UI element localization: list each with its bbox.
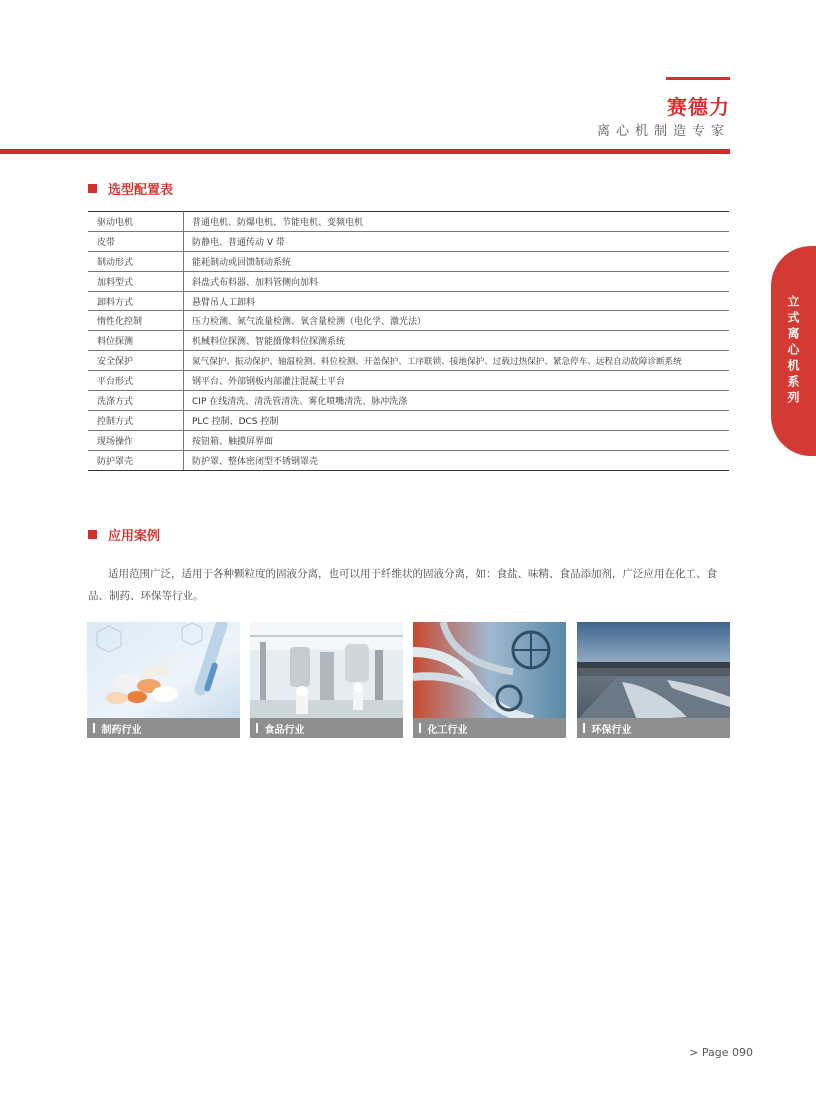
row-label: 现场操作	[88, 430, 184, 450]
row-value: 防静电、普通传动 V 带	[184, 231, 730, 251]
cases-section-heading	[88, 525, 160, 544]
caption-bar-icon	[583, 723, 585, 733]
case-caption	[250, 718, 403, 738]
row-value: 钢平台、外部钢板内部灌注混凝土平台	[184, 371, 730, 391]
row-value: 斜盘式布料器、加料管侧向加料	[184, 271, 730, 291]
section-bullet-icon	[88, 184, 97, 193]
row-label: 驱动电机	[88, 212, 184, 232]
table-row	[88, 251, 729, 271]
case-caption-text: 制药行业	[101, 724, 142, 736]
caption-bar-icon	[419, 723, 421, 733]
case-card-food	[250, 622, 403, 738]
case-caption	[87, 718, 240, 738]
case-caption	[577, 718, 730, 738]
config-section-title: 选型配置表	[108, 183, 174, 198]
row-label: 制动形式	[88, 251, 184, 271]
chemical-pipes-photo	[413, 622, 566, 720]
cases-section-title: 应用案例	[108, 529, 161, 544]
case-caption	[413, 718, 566, 738]
header-rule	[0, 149, 730, 154]
row-label: 控制方式	[88, 410, 184, 430]
row-value: 按钮箱、触摸屏界面	[184, 430, 730, 450]
row-value: 机械料位探测、智能摄像料位探测系统	[184, 331, 730, 351]
brand-accent-line	[666, 77, 730, 80]
section-bullet-icon	[88, 530, 97, 539]
pharmaceutical-pills-photo	[87, 622, 240, 720]
row-label: 安全保护	[88, 351, 184, 371]
brand-name: 赛德力	[667, 95, 730, 119]
case-caption-text: 食品行业	[264, 724, 305, 736]
case-caption-text: 环保行业	[591, 724, 632, 736]
row-value: 悬臂吊人工卸料	[184, 291, 730, 311]
caption-bar-icon	[256, 723, 258, 733]
table-row	[88, 410, 729, 430]
side-category-tab	[771, 246, 816, 456]
row-value: 压力检测、氮气流量检测、氧含量检测（电化学、激光法）	[184, 311, 730, 331]
brand-slogan: 离心机制造专家	[596, 124, 730, 139]
case-gallery	[87, 622, 730, 738]
case-card-chemical	[413, 622, 566, 738]
config-table	[88, 211, 729, 471]
table-row	[88, 450, 729, 470]
side-tab-label: 立式离心机系列	[786, 295, 800, 407]
row-label: 皮带	[88, 231, 184, 251]
cases-intro-text: 适用范围广泛，适用于各种颗粒度的固液分离，也可以用于纤维状的固液分离，如：食盐、味精、食品添加剂，广泛应用在化工、食品、制药、环保等行业。	[88, 568, 717, 602]
row-value: 能耗制动或回馈制动系统	[184, 251, 730, 271]
food-factory-photo	[250, 622, 403, 720]
case-card-environmental	[577, 622, 730, 738]
table-row	[88, 212, 729, 232]
row-label: 料位探测	[88, 331, 184, 351]
case-caption-text: 化工行业	[427, 724, 468, 736]
table-row	[88, 291, 729, 311]
table-row	[88, 311, 729, 331]
row-label: 惰性化控制	[88, 311, 184, 331]
row-label: 防护罩壳	[88, 450, 184, 470]
row-label: 加料型式	[88, 271, 184, 291]
row-label: 卸料方式	[88, 291, 184, 311]
page-number: > Page 090	[689, 1046, 753, 1059]
case-card-pharma	[87, 622, 240, 738]
row-value: CIP 在线清洗、清洗管清洗、雾化喷嘴清洗、脉冲洗涤	[184, 391, 730, 411]
table-row	[88, 331, 729, 351]
row-value: 氮气保护、振动保护、轴温检测、料位检测、开盖保护、工序联锁、接地保护、过载过热保护、紧急停车、远程自动故障诊断系统	[184, 351, 730, 371]
row-label: 洗涤方式	[88, 391, 184, 411]
table-row	[88, 391, 729, 411]
config-section-heading	[88, 179, 173, 198]
row-value: PLC 控制、DCS 控制	[184, 410, 730, 430]
table-row	[88, 371, 729, 391]
row-value: 防护罩、整体密闭型不锈钢罩壳	[184, 450, 730, 470]
table-row	[88, 430, 729, 450]
table-row	[88, 271, 729, 291]
table-row	[88, 351, 729, 371]
row-label: 平台形式	[88, 371, 184, 391]
caption-bar-icon	[93, 723, 95, 733]
table-row	[88, 231, 729, 251]
row-value: 普通电机、防爆电机、节能电机、变频电机	[184, 212, 730, 232]
wastewater-treatment-photo	[577, 622, 730, 720]
